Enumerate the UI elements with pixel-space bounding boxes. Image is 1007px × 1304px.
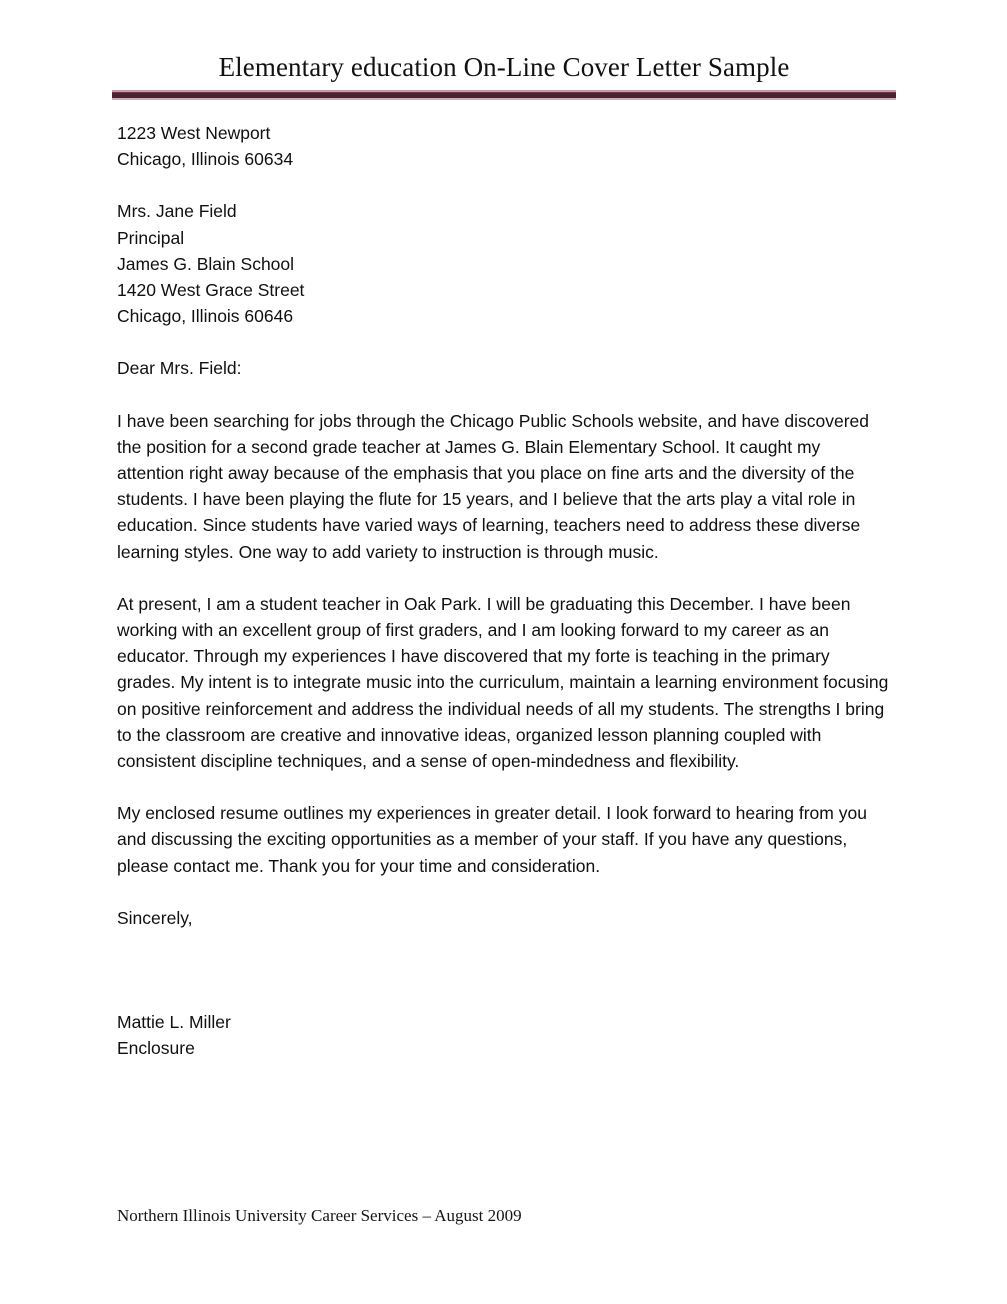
sender-address-block (117, 120, 889, 172)
recipient-street: 1420 West Grace Street (117, 280, 305, 301)
enclosure-note: Enclosure (117, 1038, 195, 1059)
sender-city-state-zip: Chicago, Illinois 60634 (117, 149, 294, 170)
recipient-address-block (117, 198, 889, 329)
paragraph-text: At present, I am a student teacher in Oak Park. I will be graduating this December. I have been working with an excellent group of first graders, and I am looking forward to my career as an educator. Through my experiences I have discovered that my forte is teaching in the primary grades. My intent is to integrate music into the curriculum, maintain a learning environment focusing on positive reinforcement and address the individual needs of all my students. The strengths I bring to the classroom are creative and innovative ideas, organized lesson planning coupled with consistent discipline techniques, and a sense of open-mindedness and flexibility. (117, 593, 889, 772)
signer-name: Mattie L. Miller (117, 1012, 231, 1033)
body-paragraph-2 (117, 591, 889, 774)
salutation: Dear Mrs. Field: (117, 358, 242, 379)
paragraph-text: My enclosed resume outlines my experiences in greater detail. I look forward to hearing from you and discussing the exciting opportunities as a member of your staff. If you have any questions, please contact me. Thank you for your time and consideration. (117, 803, 867, 876)
page-title: Elementary education On-Line Cover Letter Sample (218, 52, 790, 82)
rule-light-bottom (112, 98, 896, 100)
recipient-organization: James G. Blain School (117, 253, 295, 274)
closing-block (117, 905, 889, 931)
recipient-city-state-zip: Chicago, Illinois 60646 (117, 306, 294, 327)
signature-block (117, 1009, 889, 1061)
letter-body (117, 120, 889, 1061)
signature-space (117, 931, 889, 1009)
salutation-block (117, 355, 889, 381)
closing-salutation: Sincerely, (117, 907, 193, 928)
body-paragraph-3 (117, 800, 889, 879)
footer-credit: Northern Illinois University Career Services – August 2009 (117, 1206, 522, 1225)
recipient-name: Mrs. Jane Field (117, 201, 237, 222)
document-header (112, 50, 896, 101)
paragraph-text: I have been searching for jobs through the Chicago Public Schools website, and have discovered the position for a second grade teacher at James G. Blain Elementary School. It caught my attention right away because of the emphasis that you place on fine arts and the diversity of the students. I have been playing the flute for 15 years, and I believe that the arts play a vital role in education. Since students have varied ways of learning, teachers need to address these diverse learning styles. One way to add variety to instruction is through music. (117, 410, 869, 562)
sender-street: 1223 West Newport (117, 123, 271, 143)
body-paragraph-1 (117, 408, 889, 565)
title-divider-rule (112, 90, 896, 101)
recipient-job-title: Principal (117, 227, 185, 248)
